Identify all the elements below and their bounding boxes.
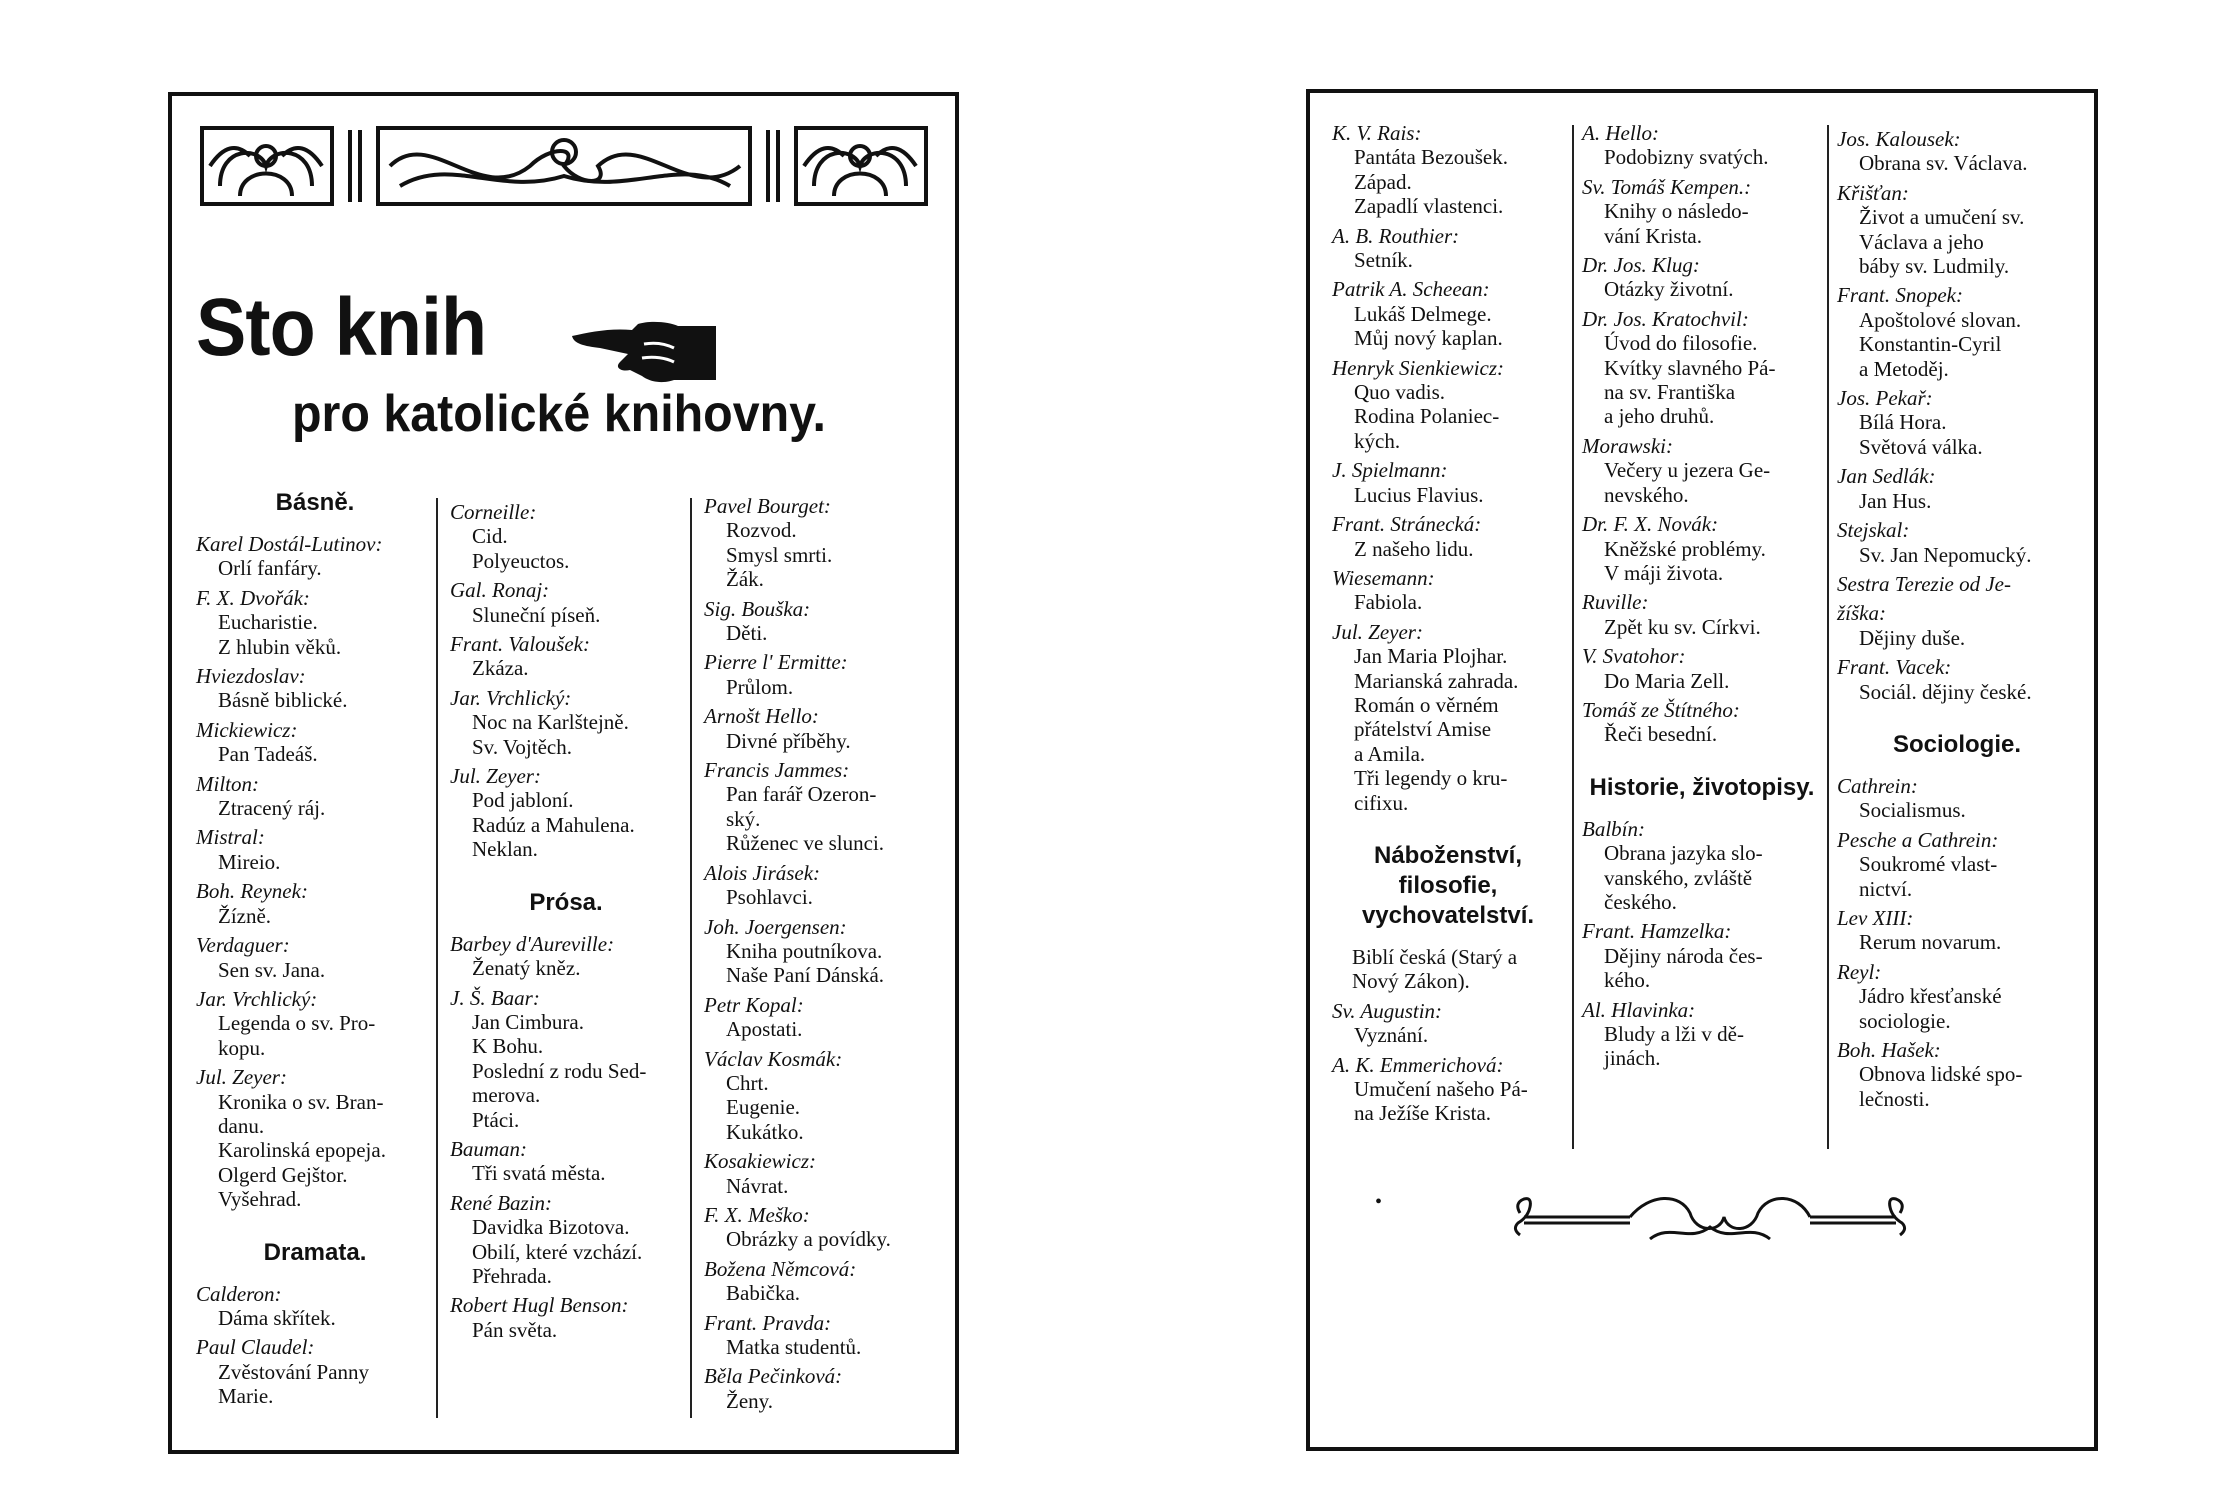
book-entry	[1837, 386, 2077, 459]
book-entry	[196, 825, 434, 874]
book-title: Umučení našeho Pá-	[1354, 1077, 1528, 1101]
author-name: Bauman:	[450, 1136, 527, 1161]
book-title: Noc na Karlštejně.	[472, 710, 629, 735]
author-name: Boh. Reynek:	[196, 879, 308, 904]
column-divider	[690, 498, 692, 1418]
author-name: Pavel Bourget:	[704, 494, 831, 518]
author-name: Jan Sedlák:	[1837, 464, 1936, 489]
book-entry	[1332, 356, 1564, 454]
book-title: Matka studentů.	[726, 1335, 862, 1359]
book-title: Konstantin-Cyril	[1859, 332, 2002, 357]
book-entry	[704, 1149, 944, 1198]
book-title: Návrat.	[726, 1173, 789, 1198]
book-title: Babička.	[726, 1281, 801, 1306]
book-entry	[450, 932, 682, 981]
book-entry	[704, 1257, 944, 1306]
book-entry	[1582, 998, 1822, 1071]
author-name: Verdaguer:	[196, 933, 290, 958]
book-title: a jeho druhů.	[1604, 404, 1715, 429]
author-name: Boh. Hašek:	[1837, 1038, 1941, 1062]
book-entry	[704, 494, 944, 592]
book-title: Světová válka.	[1859, 434, 1983, 459]
book-title: Ztracený ráj.	[218, 796, 326, 821]
book-entry	[704, 758, 944, 856]
book-title: Zkáza.	[472, 656, 529, 681]
author-name: Božena Němcová:	[704, 1256, 857, 1281]
author-name: Alois Jirásek:	[704, 860, 821, 885]
book-entry	[196, 532, 434, 581]
book-title: Přehrada.	[472, 1263, 552, 1288]
book-title: Do Maria Zell.	[1604, 668, 1730, 693]
book-title: Marianská zahrada.	[1354, 668, 1519, 693]
book-title: K Bohu.	[472, 1034, 544, 1059]
book-title: Obnova lidské spo-	[1859, 1062, 2023, 1087]
book-entry	[450, 578, 682, 627]
book-title: Apostati.	[726, 1017, 803, 1042]
book-entry	[1582, 644, 1822, 693]
book-title: Vyznání.	[1354, 1023, 1429, 1048]
author-name: Jos. Pekař:	[1837, 386, 1933, 411]
author-name: Barbey d'Aureville:	[450, 931, 615, 956]
author-name: Paul Claudel:	[196, 1335, 315, 1360]
author-name: Jar. Vrchlický:	[196, 986, 318, 1011]
book-entry	[1837, 655, 2077, 704]
book-title: Psohlavci.	[726, 885, 813, 910]
book-title: lečnosti.	[1859, 1086, 1930, 1111]
book-title: Poslední z rodu Sed-	[472, 1058, 647, 1083]
book-title: přátelství Amise	[1354, 717, 1492, 742]
author-name: A. K. Emmerichová:	[1332, 1052, 1504, 1077]
right-column-3	[1837, 127, 2077, 1116]
author-name: V. Svatohor:	[1582, 644, 1686, 669]
book-entry	[196, 1335, 434, 1408]
left-column-1	[196, 488, 434, 1414]
book-title: Cid.	[472, 524, 508, 549]
author-name: Cathrein:	[1837, 773, 1918, 798]
book-entry	[1332, 620, 1564, 815]
ink-speck: •	[1375, 1191, 1383, 1213]
book-title: Jádro křesťanské	[1859, 984, 2002, 1009]
author-name: J. Spielmann:	[1332, 458, 1448, 483]
book-title: Soukromé vlast-	[1859, 852, 1998, 877]
book-title: Quo vadis.	[1354, 380, 1445, 405]
author-name: Milton:	[196, 771, 259, 796]
book-entry	[450, 1137, 682, 1186]
book-title: Jan Maria Plojhar.	[1354, 644, 1508, 669]
book-entry	[196, 879, 434, 928]
author-name: Mickiewicz:	[196, 717, 298, 742]
book-entry	[196, 987, 434, 1060]
book-title: Západ.	[1354, 169, 1412, 194]
book-entry	[1332, 999, 1564, 1048]
author-name: Francis Jammes:	[704, 758, 850, 783]
author-name: žíška:	[1837, 601, 1886, 626]
author-name: René Bazin:	[450, 1190, 553, 1215]
book-entry	[1582, 434, 1822, 507]
book-title: Tři svatá města.	[472, 1161, 606, 1186]
book-title: Kněžské problémy.	[1604, 536, 1766, 561]
book-title: Rerum novarum.	[1859, 930, 2002, 955]
book-title: báby sv. Ludmily.	[1859, 254, 2010, 279]
book-entry	[450, 1293, 682, 1342]
author-name: F. X. Dvořák:	[196, 585, 310, 610]
book-title: Lukáš Delmege.	[1354, 301, 1492, 326]
book-title: Obilí, které vzchází.	[472, 1239, 643, 1264]
book-entry	[1332, 224, 1564, 273]
book-title: Eugenie.	[726, 1095, 801, 1120]
author-name: Arnošt Hello:	[704, 704, 819, 729]
book-title: Podobizny svatých.	[1604, 145, 1769, 170]
author-name: Petr Kopal:	[704, 992, 804, 1017]
book-entry	[1837, 127, 2077, 176]
book-title: Román o věrném	[1354, 692, 1499, 717]
book-title: nictví.	[1859, 876, 1913, 901]
book-entry	[196, 1065, 434, 1211]
section-heading: Sociologie.	[1892, 730, 2021, 758]
book-title: Fabiola.	[1354, 590, 1423, 615]
book-entry	[1332, 458, 1564, 507]
book-title: Kniha poutníkova.	[726, 938, 883, 963]
book-title: Otázky životní.	[1604, 277, 1734, 302]
book-title: Úvod do filosofie.	[1604, 331, 1758, 356]
book-entry	[704, 1364, 944, 1413]
book-title: Sv. Jan Nepomucký.	[1859, 542, 2032, 567]
author-name: Frant. Hamzelka:	[1582, 919, 1732, 944]
book-title: Ženy.	[726, 1388, 774, 1413]
book-title: Ženatý kněz.	[472, 956, 581, 981]
book-entry	[704, 650, 944, 699]
book-entry	[1837, 960, 2077, 1033]
book-entry	[1332, 566, 1564, 615]
author-name: J. Š. Baar:	[450, 985, 540, 1010]
author-name: Stejskal:	[1837, 518, 1910, 543]
left-column-2	[450, 500, 682, 1347]
author-name: Robert Hugl Benson:	[450, 1293, 629, 1318]
book-entry	[196, 718, 434, 767]
book-entry	[196, 664, 434, 713]
book-title: Mireio.	[218, 849, 281, 874]
author-name: Karel Dostál-Lutinov:	[196, 532, 383, 556]
book-title: Sv. Vojtěch.	[472, 734, 572, 759]
book-title: Večery u jezera Ge-	[1604, 458, 1771, 483]
book-entry	[450, 632, 682, 681]
author-name: Sestra Terezie od Je-	[1837, 571, 2011, 596]
book-title: Davidka Bizotova.	[472, 1215, 630, 1240]
book-entry	[196, 772, 434, 821]
page-subtitle: pro katolické knihovny.	[292, 385, 826, 443]
book-title: Socialismus.	[1859, 798, 1966, 823]
book-entry	[1837, 906, 2077, 955]
book-title: kých.	[1354, 428, 1401, 453]
author-name: Mistral:	[196, 825, 265, 850]
book-title: nevského.	[1604, 482, 1689, 507]
book-title: Z hlubin věků.	[218, 634, 342, 659]
book-title: Kvítky slavného Pá-	[1604, 355, 1776, 380]
author-name: Sig. Bouška:	[704, 596, 811, 621]
book-title: Pán světa.	[472, 1317, 558, 1342]
book-title: Obrana jazyka slo-	[1604, 841, 1763, 866]
book-title: na sv. Františka	[1604, 380, 1736, 405]
section-heading: Historie, životopisy.	[1589, 773, 1815, 801]
book-title: Divné příběhy.	[726, 728, 851, 753]
book-title: Jan Cimbura.	[472, 1009, 584, 1034]
author-name: Patrik A. Scheean:	[1332, 277, 1490, 302]
author-name: Dr. Jos. Kratochvil:	[1582, 306, 1749, 331]
book-title: Růženec ve slunci.	[726, 831, 885, 856]
author-name: Ruville:	[1582, 590, 1649, 615]
section-heading: Prósa.	[529, 888, 603, 916]
author-name: Dr. F. X. Novák:	[1582, 512, 1719, 537]
book-title: Ptáci.	[472, 1107, 520, 1132]
author-name: Dr. Jos. Klug:	[1582, 253, 1700, 278]
author-name: Lev XIII:	[1837, 905, 1914, 930]
book-entry	[1582, 512, 1822, 585]
book-entry	[196, 586, 434, 659]
book-title: Pan Tadeáš.	[218, 742, 318, 767]
book-title: Neklan.	[472, 837, 538, 862]
book-title: Pod jabloní.	[472, 788, 574, 813]
author-name: Frant. Snopek:	[1837, 283, 1963, 308]
book-entry	[1837, 572, 2077, 596]
book-entry	[1332, 121, 1564, 219]
author-name: Gal. Ronaj:	[450, 578, 550, 603]
author-name: A. Hello:	[1582, 121, 1659, 145]
footer-ornament	[1510, 1183, 1910, 1253]
author-name: Jos. Kalousek:	[1837, 127, 1961, 151]
section-heading: Náboženství, filosofie, vychovatelství.	[1361, 841, 1535, 929]
book-title: sociologie.	[1859, 1008, 1951, 1033]
book-entry	[1837, 181, 2077, 279]
book-title: Dějiny národa čes-	[1604, 943, 1763, 968]
author-name: Tomáš ze Štítného:	[1582, 697, 1740, 722]
book-entry	[450, 764, 682, 862]
author-name: Frant. Valoušek:	[450, 632, 590, 657]
book-entry	[450, 1191, 682, 1289]
author-name: A. B. Routhier:	[1332, 223, 1460, 248]
author-name: Morawski:	[1582, 433, 1673, 458]
author-name: Sv. Augustin:	[1332, 998, 1443, 1023]
book-title: Kronika o sv. Bran-	[218, 1089, 384, 1114]
book-title: na Ježíše Krista.	[1354, 1101, 1492, 1126]
book-title: Rozvod.	[726, 518, 797, 543]
book-title: Sen sv. Jana.	[218, 957, 326, 982]
book-title: Sociál. dějiny české.	[1859, 679, 2032, 704]
author-name: Kosakiewicz:	[704, 1149, 816, 1174]
book-title: vanského, zvláště	[1604, 865, 1753, 890]
book-title: Marie.	[218, 1384, 274, 1409]
book-title: Zapadlí vlastenci.	[1354, 194, 1504, 219]
book-title: Jan Hus.	[1859, 488, 1932, 513]
book-entry	[1837, 601, 2077, 650]
author-name: Frant. Vacek:	[1837, 655, 1952, 680]
author-name: Frant. Pravda:	[704, 1310, 832, 1335]
book-title: Žák.	[726, 567, 764, 592]
left-column-3	[704, 494, 944, 1418]
author-name: Henryk Sienkiewicz:	[1332, 355, 1505, 380]
book-title: Žízně.	[218, 903, 272, 928]
book-title: Průlom.	[726, 674, 794, 699]
book-title: a Metoděj.	[1859, 356, 1949, 381]
book-entry	[1582, 121, 1822, 170]
book-entry	[196, 1282, 434, 1331]
book-entry	[1837, 1038, 2077, 1111]
book-entry	[704, 1047, 944, 1145]
book-entry	[1582, 698, 1822, 747]
book-entry	[196, 933, 434, 982]
book-title: Dějiny duše.	[1859, 625, 1966, 650]
book-entry	[1332, 512, 1564, 561]
book-title: Bílá Hora.	[1859, 410, 1947, 435]
book-title: Život a umučení sv.	[1859, 205, 2025, 230]
section-heading: Básně.	[275, 489, 355, 516]
author-name: Křišťan:	[1837, 180, 1909, 205]
author-name: Corneille:	[450, 500, 537, 524]
book-title: Dáma skřítek.	[218, 1305, 336, 1330]
book-entry	[704, 861, 944, 910]
book-title: Rodina Polaniec-	[1354, 404, 1500, 429]
author-name: Běla Pečinková:	[704, 1364, 843, 1389]
book-entry	[1837, 283, 2077, 381]
book-title: Řeči besední.	[1604, 722, 1718, 747]
book-title: danu.	[218, 1113, 265, 1138]
author-name: Jul. Zeyer:	[196, 1065, 287, 1090]
book-title: Biblí česká (Starý a	[1352, 944, 1518, 969]
book-title: kopu.	[218, 1035, 266, 1060]
book-entry	[704, 915, 944, 988]
author-name: Jar. Vrchlický:	[450, 685, 572, 710]
book-entry	[704, 1203, 944, 1252]
book-title: vání Krista.	[1604, 223, 1702, 248]
book-title: Radúz a Mahulena.	[472, 812, 635, 837]
art-nouveau-header-ornament	[200, 126, 930, 208]
book-title: Legenda o sv. Pro-	[218, 1011, 376, 1036]
book-entry	[1582, 919, 1822, 992]
book-title: Lucius Flavius.	[1354, 482, 1484, 507]
book-entry	[1332, 277, 1564, 350]
book-entry	[1837, 828, 2077, 901]
book-title: V máji života.	[1604, 560, 1724, 585]
book-title: Setník.	[1354, 248, 1413, 273]
author-name: Reyl:	[1837, 959, 1882, 984]
book-title: Orlí fanfáry.	[218, 556, 322, 581]
book-entry	[1837, 774, 2077, 823]
book-title: Obrázky a povídky.	[726, 1227, 891, 1252]
book-title: Pantáta Bezoušek.	[1354, 145, 1508, 170]
author-name: Jul. Zeyer:	[1332, 619, 1423, 644]
book-title: Smysl smrti.	[726, 542, 833, 567]
book-title: Můj nový kaplan.	[1354, 326, 1503, 351]
section-heading: Dramata.	[263, 1238, 367, 1266]
book-title: Tři legendy o kru-	[1354, 766, 1508, 791]
author-name: Frant. Stránecká:	[1332, 512, 1482, 537]
book-entry	[704, 993, 944, 1042]
book-title: Eucharistie.	[218, 610, 318, 635]
book-title: Zpět ku sv. Církvi.	[1604, 614, 1761, 639]
author-name: Joh. Joergensen:	[704, 914, 847, 939]
book-title: Karolinská epopeja.	[218, 1138, 386, 1163]
book-title: Z našeho lidu.	[1354, 536, 1474, 561]
right-column-1	[1332, 121, 1564, 1131]
author-name: K. V. Rais:	[1332, 121, 1422, 145]
book-title: Naše Paní Dánská.	[726, 963, 885, 988]
book-title: Chrt.	[726, 1070, 769, 1095]
book-title: cifixu.	[1354, 790, 1409, 815]
right-page	[1306, 89, 2098, 1451]
book-title: Olgerd Gejštor.	[218, 1162, 348, 1187]
book-title: Václava a jeho	[1859, 229, 1984, 254]
book-entry	[450, 986, 682, 1132]
book-title: českého.	[1604, 889, 1677, 914]
book-title: Nový Zákon).	[1352, 969, 1470, 994]
book-title: Sluneční píseň.	[472, 602, 601, 627]
book-title: Pan farář Ozeron-	[726, 782, 877, 807]
author-name: Václav Kosmák:	[704, 1046, 843, 1071]
author-name: Wiesemann:	[1332, 565, 1435, 590]
book-title: ský.	[726, 806, 761, 831]
author-name: Jul. Zeyer:	[450, 764, 541, 789]
book-title: Zvěstování Panny	[218, 1359, 370, 1384]
left-page	[168, 92, 959, 1454]
book-title: Kukátko.	[726, 1119, 804, 1144]
book-title: merova.	[472, 1083, 541, 1108]
book-title: Básně biblické.	[218, 688, 348, 713]
book-entry	[1582, 253, 1822, 302]
author-name: Sv. Tomáš Kempen.:	[1582, 174, 1752, 199]
right-column-2	[1582, 121, 1822, 1076]
author-name: Hviezdoslav:	[196, 664, 306, 689]
page-title: Sto knih	[196, 282, 487, 373]
book-entry	[1582, 817, 1822, 915]
author-name: Calderon:	[196, 1281, 282, 1306]
book-entry	[704, 1311, 944, 1360]
book-title: a Amila.	[1354, 741, 1426, 766]
column-divider	[1827, 125, 1829, 1149]
book-entry	[1837, 464, 2077, 513]
author-name: F. X. Meško:	[704, 1202, 810, 1227]
column-divider	[436, 498, 438, 1418]
pointing-hand-icon	[570, 314, 720, 384]
book-title: Vyšehrad.	[218, 1187, 302, 1212]
book-entry	[1837, 518, 2077, 567]
book-entry	[1582, 307, 1822, 429]
book-title: Polyeuctos.	[472, 548, 570, 573]
book-entry	[704, 704, 944, 753]
book-title: Apoštolové slovan.	[1859, 307, 2022, 332]
author-name: Pesche a Cathrein:	[1837, 827, 1999, 852]
book-entry	[450, 686, 682, 759]
book-title: Děti.	[726, 621, 768, 646]
author-name: Al. Hlavinka:	[1582, 997, 1696, 1022]
column-divider	[1572, 125, 1574, 1149]
book-title: Obrana sv. Václava.	[1859, 151, 2028, 176]
book-entry	[704, 597, 944, 646]
book-title: Knihy o následo-	[1604, 199, 1749, 224]
book-entry	[1582, 175, 1822, 248]
book-entry	[1582, 590, 1822, 639]
book-entry	[1332, 1053, 1564, 1126]
book-entry	[1332, 945, 1564, 994]
author-name: Balbín:	[1582, 816, 1645, 841]
book-title: jinách.	[1604, 1046, 1661, 1071]
author-name: Pierre l' Ermitte:	[704, 650, 848, 675]
book-entry	[450, 500, 682, 573]
book-title: Bludy a lži v dě-	[1604, 1022, 1744, 1046]
book-title: kého.	[1604, 968, 1651, 993]
